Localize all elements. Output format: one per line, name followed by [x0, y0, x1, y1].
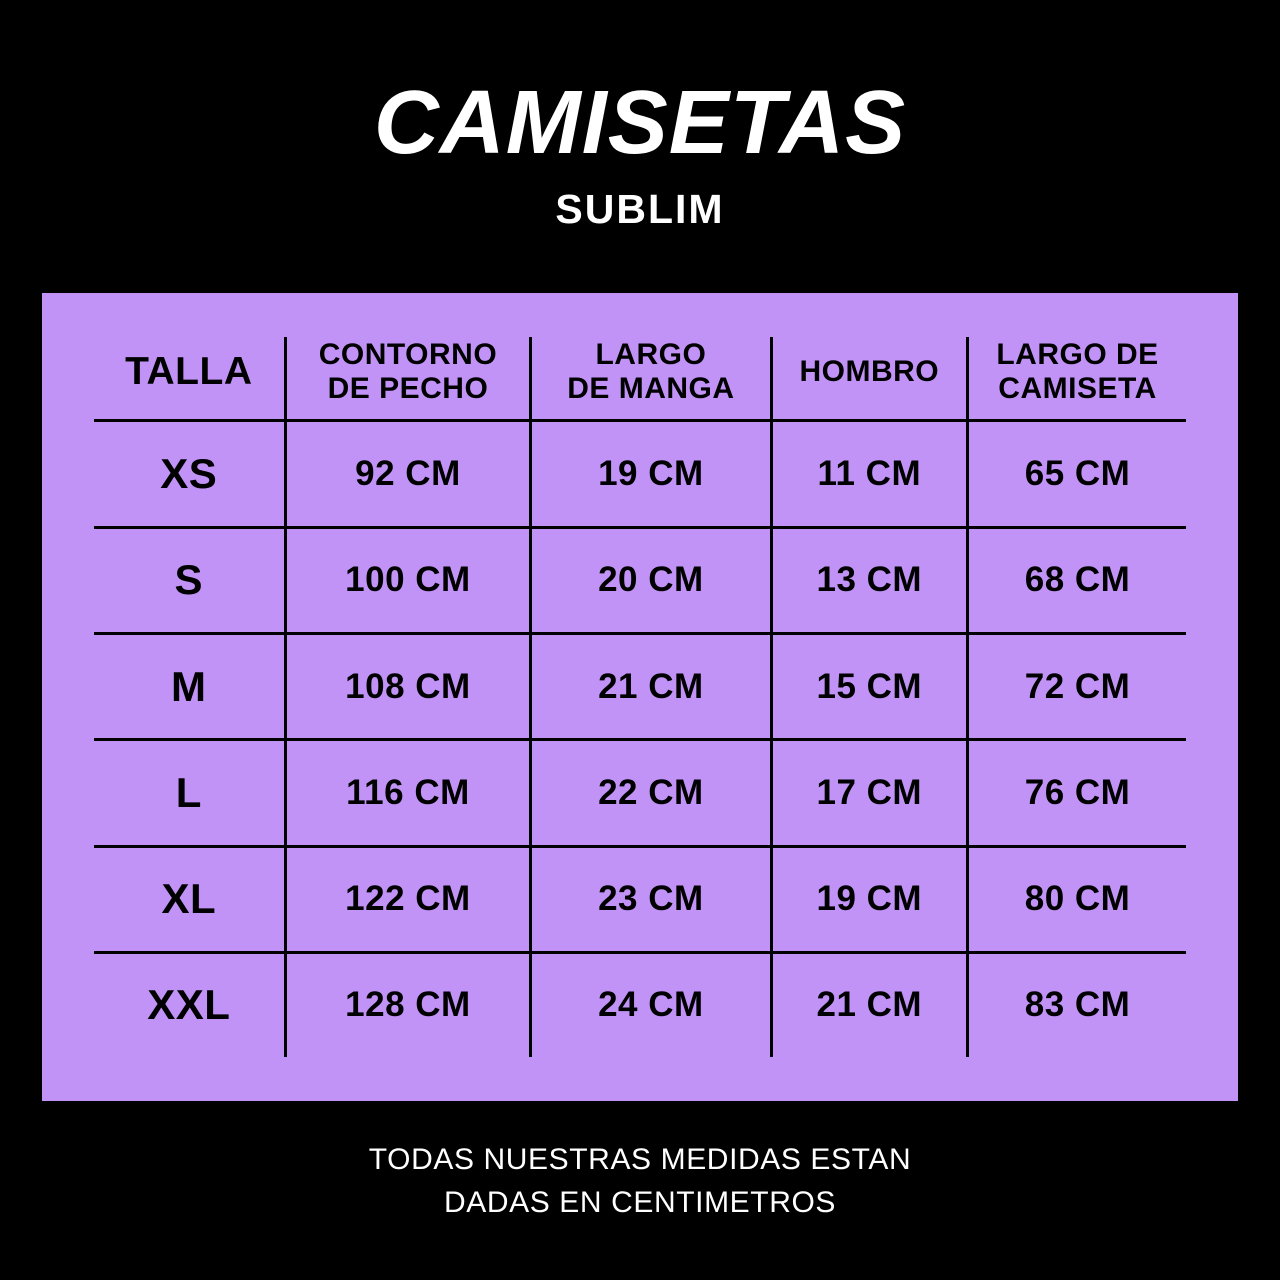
column-header-manga-line1: LARGO	[595, 338, 707, 371]
cell-hombro: 17 CM	[771, 740, 968, 846]
cell-talla: S	[94, 527, 285, 633]
footnote-line-1: TODAS NUESTRAS MEDIDAS ESTAN	[368, 1143, 912, 1176]
footnote-line-2: DADAS EN CENTIMETROS	[443, 1185, 837, 1219]
table-header-row	[94, 337, 1186, 421]
table-row	[94, 740, 1186, 846]
cell-hombro: 11 CM	[771, 421, 968, 527]
column-header-hombro-line1: HOMBRO	[799, 354, 940, 388]
cell-largo-de-manga: 21 CM	[531, 633, 771, 739]
table-row	[94, 527, 1186, 633]
cell-hombro: 15 CM	[771, 633, 968, 739]
size-table-card	[42, 293, 1238, 1101]
table-row	[94, 846, 1186, 952]
cell-contorno-de-pecho: 128 CM	[285, 952, 531, 1057]
column-header-hombro	[771, 337, 968, 421]
cell-largo-de-camiseta: 65 CM	[968, 421, 1186, 527]
cell-largo-de-camiseta: 80 CM	[968, 846, 1186, 952]
column-header-talla	[94, 337, 285, 421]
cell-largo-de-manga: 20 CM	[531, 527, 771, 633]
column-header-manga-line2: DE MANGA	[567, 371, 735, 405]
cell-hombro: 21 CM	[771, 952, 968, 1057]
cell-talla: L	[94, 740, 285, 846]
column-header-contorno-de-pecho	[285, 337, 531, 421]
column-header-talla-line1: TALLA	[125, 349, 253, 393]
cell-contorno-de-pecho: 122 CM	[285, 846, 531, 952]
table-row	[94, 952, 1186, 1057]
cell-hombro: 13 CM	[771, 527, 968, 633]
cell-largo-de-camiseta: 76 CM	[968, 740, 1186, 846]
page-title: CAMISETAS	[373, 73, 907, 173]
cell-talla: XL	[94, 846, 285, 952]
cell-contorno-de-pecho: 108 CM	[285, 633, 531, 739]
table-row	[94, 421, 1186, 527]
footnote	[369, 1139, 911, 1224]
cell-largo-de-manga: 23 CM	[531, 846, 771, 952]
cell-largo-de-camiseta: 68 CM	[968, 527, 1186, 633]
page-subtitle: SUBLIM	[555, 186, 725, 232]
cell-largo-de-manga: 22 CM	[531, 740, 771, 846]
cell-largo-de-manga: 19 CM	[531, 421, 771, 527]
cell-contorno-de-pecho: 116 CM	[285, 740, 531, 846]
cell-hombro: 19 CM	[771, 846, 968, 952]
column-header-contorno-line1: CONTORNO	[318, 338, 498, 371]
cell-contorno-de-pecho: 100 CM	[285, 527, 531, 633]
cell-talla: XS	[94, 421, 285, 527]
column-header-camiseta-line2: CAMISETA	[998, 371, 1157, 405]
column-header-contorno-line2: DE PECHO	[327, 371, 489, 405]
table-body	[94, 421, 1186, 1057]
cell-contorno-de-pecho: 92 CM	[285, 421, 531, 527]
cell-talla: XXL	[94, 952, 285, 1057]
column-header-largo-de-camiseta	[968, 337, 1186, 421]
table-row	[94, 633, 1186, 739]
column-header-camiseta-line1: LARGO DE	[996, 338, 1159, 371]
cell-largo-de-camiseta: 83 CM	[1024, 985, 1131, 1025]
cell-talla: M	[94, 633, 285, 739]
table-header	[94, 337, 1186, 421]
size-table	[94, 337, 1186, 1057]
column-header-largo-de-manga	[531, 337, 771, 421]
cell-largo-de-camiseta: 72 CM	[968, 633, 1186, 739]
cell-largo-de-manga: 24 CM	[531, 952, 771, 1057]
